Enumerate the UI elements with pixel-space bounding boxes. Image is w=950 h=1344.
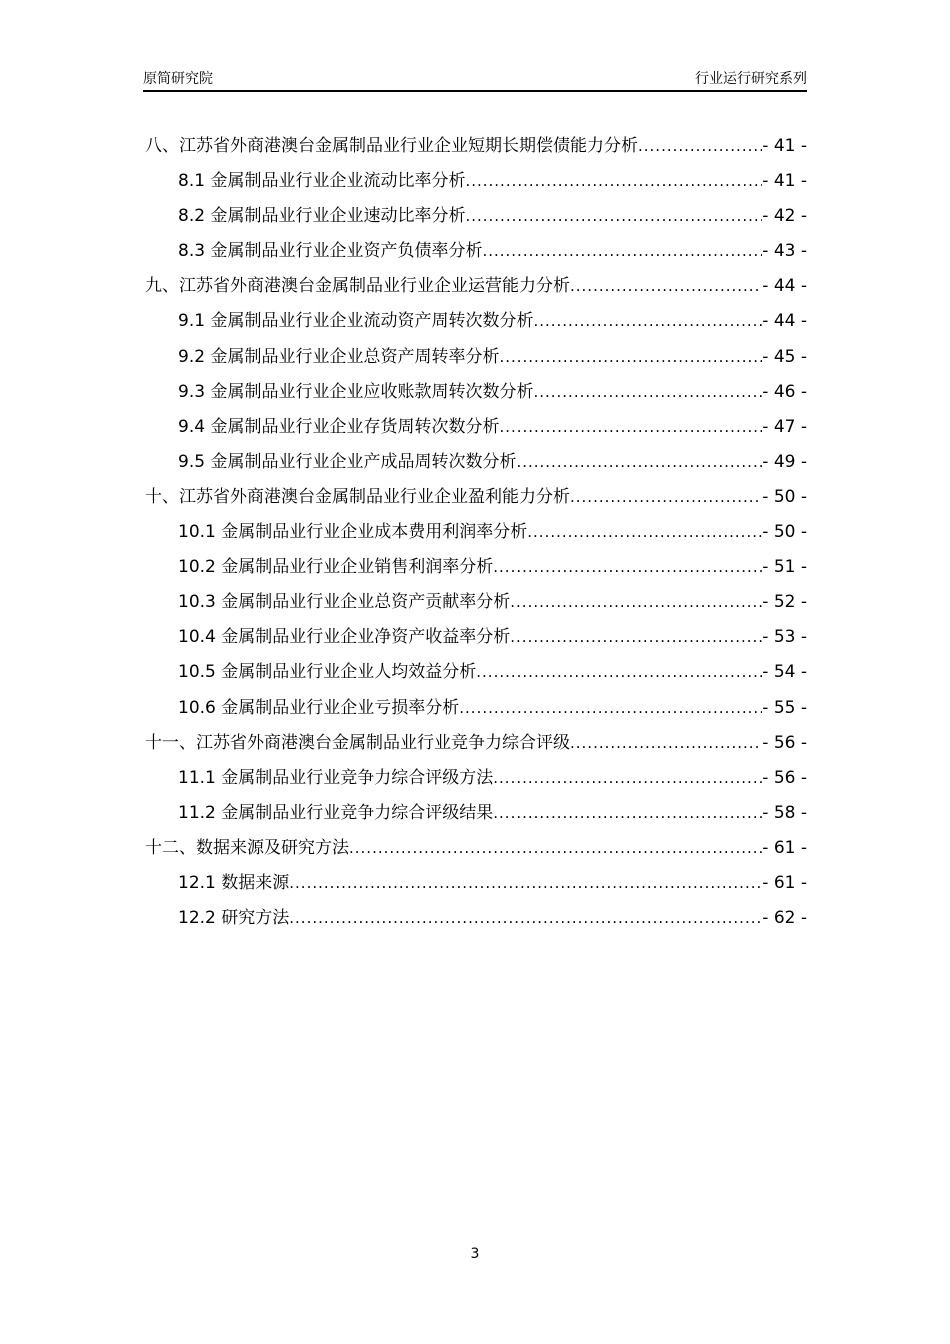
- toc-entry-page: - 50 -: [762, 486, 807, 507]
- toc-entry-title: 9.5 金属制品业行业企业产成品周转次数分析: [178, 451, 517, 472]
- dot-leader: [570, 273, 762, 299]
- toc-entry[interactable]: [145, 659, 807, 694]
- toc-entry-page: - 54 -: [762, 662, 807, 683]
- toc-entry[interactable]: [145, 308, 807, 343]
- toc-entry[interactable]: [145, 695, 807, 730]
- toc-entry-page: - 42 -: [762, 206, 807, 227]
- dot-leader: [459, 695, 762, 721]
- toc-entry-title: 12.1 数据来源: [178, 872, 290, 893]
- dot-leader: [527, 519, 762, 545]
- dot-leader: [289, 905, 762, 931]
- dot-leader: [493, 800, 762, 826]
- toc-entry-page: - 41 -: [762, 171, 807, 192]
- toc-entry-title: 8.2 金属制品业行业企业速动比率分析: [178, 206, 466, 227]
- dot-leader: [510, 624, 762, 650]
- toc-entry-page: - 47 -: [762, 416, 807, 437]
- toc-entry-page: - 49 -: [762, 451, 807, 472]
- toc-entry-page: - 45 -: [762, 346, 807, 367]
- toc-entry-title: 10.5 金属制品业行业企业人均效益分析: [178, 662, 477, 683]
- toc-entry-page: - 53 -: [762, 627, 807, 648]
- toc-entry[interactable]: [145, 238, 807, 273]
- toc-entry-title: 十二、数据来源及研究方法: [145, 837, 349, 858]
- toc-entry-title: 10.1 金属制品业行业企业成本费用利润率分析: [178, 522, 528, 543]
- toc-entry[interactable]: [145, 133, 807, 168]
- page-number: 3: [470, 1246, 480, 1262]
- toc-entry-title: 10.3 金属制品业行业企业总资产贡献率分析: [178, 592, 511, 613]
- toc-entry[interactable]: [145, 765, 807, 800]
- toc-entry[interactable]: [145, 730, 807, 765]
- toc-entry[interactable]: [145, 484, 807, 519]
- dot-leader: [349, 835, 762, 861]
- dot-leader: [499, 344, 762, 370]
- page-header: [143, 66, 807, 92]
- toc-entry-title: 十、江苏省外商港澳台金属制品业行业企业盈利能力分析: [145, 486, 570, 507]
- toc-entry[interactable]: [145, 168, 807, 203]
- toc-entry-page: - 58 -: [762, 802, 807, 823]
- toc-entry-title: 9.1 金属制品业行业企业流动资产周转次数分析: [178, 311, 534, 332]
- toc-entry[interactable]: [145, 414, 807, 449]
- dot-leader: [533, 379, 762, 405]
- toc-entry-page: - 61 -: [762, 837, 807, 858]
- toc-entry-title: 八、江苏省外商港澳台金属制品业行业企业短期长期偿债能力分析: [145, 136, 638, 156]
- toc-entry-page: - 50 -: [762, 522, 807, 543]
- toc-entry[interactable]: [145, 589, 807, 624]
- toc-entry-page: - 43 -: [762, 241, 807, 262]
- toc-entry[interactable]: [145, 203, 807, 238]
- toc-entry-page: - 55 -: [762, 697, 807, 718]
- toc-entry-page: - 56 -: [762, 767, 807, 788]
- toc-entry-title: 9.2 金属制品业行业企业总资产周转率分析: [178, 346, 500, 367]
- toc-entry-page: - 52 -: [762, 592, 807, 613]
- toc-entry-title: 9.3 金属制品业行业企业应收账款周转次数分析: [178, 381, 534, 402]
- toc-entry[interactable]: [145, 554, 807, 589]
- dot-leader: [638, 133, 762, 159]
- toc-entry-page: - 41 -: [762, 136, 807, 156]
- dot-leader: [510, 589, 762, 615]
- table-of-contents: [145, 133, 807, 940]
- toc-entry-title: 8.1 金属制品业行业企业流动比率分析: [178, 171, 466, 192]
- toc-entry-title: 九、江苏省外商港澳台金属制品业行业企业运营能力分析: [145, 276, 570, 297]
- toc-entry-title: 10.6 金属制品业行业企业亏损率分析: [178, 697, 460, 718]
- toc-entry[interactable]: [145, 905, 807, 940]
- toc-entry-page: - 51 -: [762, 557, 807, 578]
- toc-entry[interactable]: [145, 344, 807, 379]
- toc-entry-page: - 61 -: [762, 872, 807, 893]
- dot-leader: [570, 484, 762, 510]
- dot-leader: [533, 308, 762, 334]
- toc-entry-page: - 62 -: [762, 908, 807, 929]
- toc-entry[interactable]: [145, 835, 807, 870]
- toc-entry[interactable]: [145, 519, 807, 554]
- toc-entry[interactable]: [145, 800, 807, 835]
- toc-entry-title: 11.1 金属制品业行业竞争力综合评级方法: [178, 767, 494, 788]
- toc-entry-title: 9.4 金属制品业行业企业存货周转次数分析: [178, 416, 500, 437]
- toc-entry-page: - 44 -: [762, 311, 807, 332]
- dot-leader: [493, 765, 762, 791]
- dot-leader: [289, 870, 762, 896]
- toc-entry-title: 8.3 金属制品业行业企业资产负债率分析: [178, 241, 483, 262]
- toc-entry-title: 12.2 研究方法: [178, 908, 290, 929]
- dot-leader: [465, 168, 762, 194]
- dot-leader: [516, 449, 762, 475]
- dot-leader: [570, 730, 762, 756]
- dot-leader: [493, 554, 762, 580]
- dot-leader: [465, 203, 762, 229]
- toc-entry[interactable]: [145, 379, 807, 414]
- toc-entry-page: - 46 -: [762, 381, 807, 402]
- toc-entry-title: 10.2 金属制品业行业企业销售利润率分析: [178, 557, 494, 578]
- toc-entry[interactable]: [145, 273, 807, 308]
- toc-entry-title: 十一、江苏省外商港澳台金属制品业行业竞争力综合评级: [145, 732, 570, 753]
- header-right: 行业运行研究系列: [695, 71, 807, 87]
- toc-entry-title: 11.2 金属制品业行业竞争力综合评级结果: [178, 802, 494, 823]
- toc-entry-page: - 44 -: [762, 276, 807, 297]
- dot-leader: [499, 414, 762, 440]
- header-left: 原简研究院: [143, 71, 213, 87]
- toc-entry[interactable]: [145, 449, 807, 484]
- toc-entry[interactable]: [145, 870, 807, 905]
- dot-leader: [482, 238, 762, 264]
- toc-entry-page: - 56 -: [762, 732, 807, 753]
- dot-leader: [476, 659, 762, 685]
- toc-entry[interactable]: [145, 624, 807, 659]
- toc-entry-title: 10.4 金属制品业行业企业净资产收益率分析: [178, 627, 511, 648]
